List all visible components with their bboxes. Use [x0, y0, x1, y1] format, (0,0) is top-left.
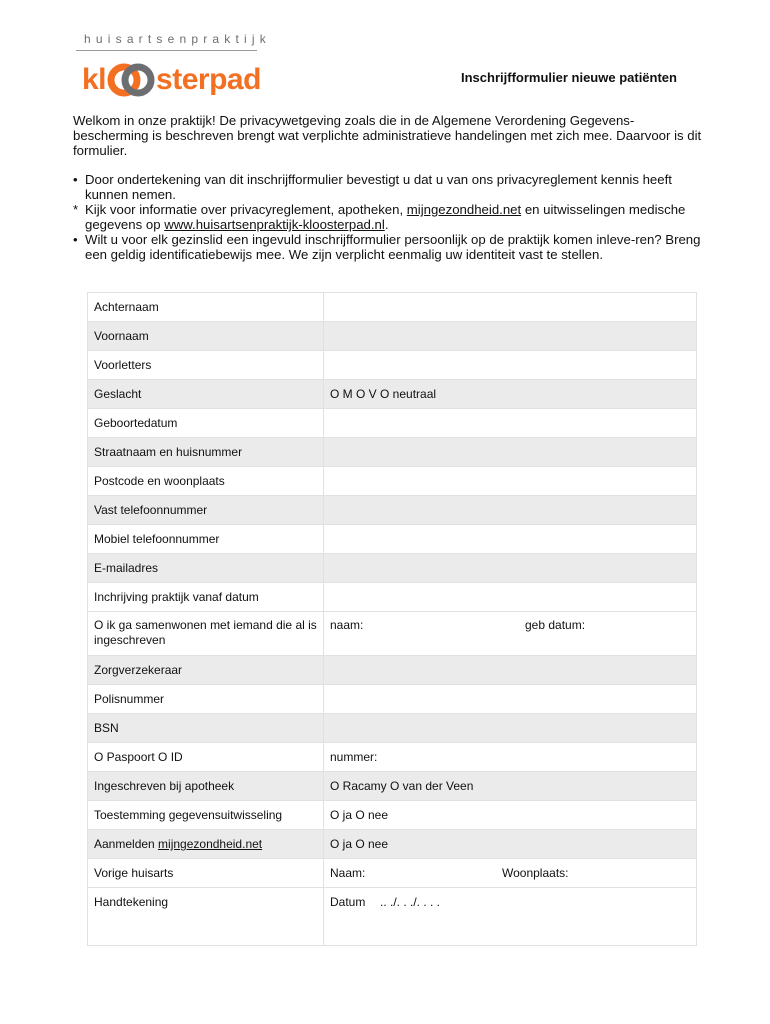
form-row-zorgverzekeraar — [88, 656, 697, 685]
bullet-text: Door ondertekening van dit inschrijfformulier bevestigt u dat u van ons privacyreglement kennis heeft kunnen nemen. — [85, 172, 672, 202]
naam-label: naam: — [330, 618, 364, 632]
form-label: Geslacht — [88, 380, 324, 409]
intro-paragraph: Welkom in onze praktijk! De privacywetgeving zoals die in de Algemene Verordening Gegevens-bescherming is beschreven brengt wat verplichte administratieve handelingen met zich mee. Daarvoor is dit formulier. — [73, 113, 702, 158]
bullet-privacy-consent — [73, 172, 703, 202]
polisnummer-field[interactable] — [324, 685, 697, 714]
form-row-geslacht — [88, 380, 697, 409]
bullet-mark: • — [73, 172, 78, 187]
toestemming-options[interactable]: O ja O nee — [324, 801, 697, 830]
form-label: Achternaam — [88, 293, 324, 322]
form-label: Straatnaam en huisnummer — [88, 438, 324, 467]
form-label: Voorletters — [88, 351, 324, 380]
practice-tagline: huisartsenpraktijk — [84, 32, 271, 46]
handtekening-field[interactable] — [324, 888, 697, 946]
logo-rings-icon — [107, 62, 155, 98]
form-label: Mobiel telefoonnummer — [88, 525, 324, 554]
form-row-voornaam — [88, 322, 697, 351]
form-label: Handtekening — [88, 888, 324, 946]
registration-form-table — [87, 292, 697, 946]
geboortedatum-field[interactable] — [324, 409, 697, 438]
form-row-polisnummer — [88, 685, 697, 714]
zorgverzekeraar-field[interactable] — [324, 656, 697, 685]
logo-text-end: sterpad — [156, 63, 261, 96]
apotheek-options[interactable]: O Racamy O van der Veen — [324, 772, 697, 801]
form-label: Geboortedatum — [88, 409, 324, 438]
form-row-achternaam — [88, 293, 697, 322]
bullet-text: en uitwisselingen medische gegevens op — [85, 202, 686, 232]
form-row-handtekening — [88, 888, 697, 946]
form-row-voorletters — [88, 351, 697, 380]
bullet-mark: • — [73, 232, 78, 247]
form-row-mobiel — [88, 525, 697, 554]
form-label: Voornaam — [88, 322, 324, 351]
form-label — [88, 830, 324, 859]
form-label: Inchrijving praktijk vanaf datum — [88, 583, 324, 612]
postcode-field[interactable] — [324, 467, 697, 496]
id-type-options[interactable]: O Paspoort O ID — [88, 743, 324, 772]
voornaam-field[interactable] — [324, 322, 697, 351]
mobiel-field[interactable] — [324, 525, 697, 554]
samenwonen-fields[interactable] — [324, 612, 697, 656]
form-label: E-mailadres — [88, 554, 324, 583]
bullet-text: Kijk voor informatie over privacyreglement, apotheken, — [85, 202, 407, 217]
form-label: Ingeschreven bij apotheek — [88, 772, 324, 801]
form-row-apotheek — [88, 772, 697, 801]
voorletters-field[interactable] — [324, 351, 697, 380]
form-row-geboortedatum — [88, 409, 697, 438]
straat-field[interactable] — [324, 438, 697, 467]
logo-text-start: kl — [82, 63, 107, 96]
kloosterpad-logo — [82, 60, 261, 100]
bullet-mark: * — [73, 202, 79, 217]
form-row-vast-telefoon — [88, 496, 697, 525]
form-row-toestemming — [88, 801, 697, 830]
geslacht-options[interactable]: O M O V O neutraal — [324, 380, 697, 409]
form-label: Toestemming gegevensuitwisseling — [88, 801, 324, 830]
form-row-mijngezondheid — [88, 830, 697, 859]
geb-datum-label: geb datum: — [525, 618, 586, 632]
form-label: Polisnummer — [88, 685, 324, 714]
woonplaats-label: Woonplaats: — [502, 866, 569, 880]
form-row-bsn — [88, 714, 697, 743]
vorige-huisarts-fields[interactable] — [324, 859, 697, 888]
form-row-inschrijving-datum — [88, 583, 697, 612]
letterhead — [0, 0, 770, 110]
mijngezondheid-link[interactable]: mijngezondheid.net — [406, 202, 522, 217]
form-label: Zorgverzekeraar — [88, 656, 324, 685]
form-label: Postcode en woonplaats — [88, 467, 324, 496]
inschrijving-datum-field[interactable] — [324, 583, 697, 612]
id-nummer-field[interactable]: nummer: — [324, 743, 697, 772]
header-divider — [76, 50, 257, 51]
vast-telefoon-field[interactable] — [324, 496, 697, 525]
info-bullets — [73, 172, 703, 262]
form-row-vorige-huisarts — [88, 859, 697, 888]
form-row-postcode — [88, 467, 697, 496]
naam-label: Naam: — [330, 866, 366, 880]
bullet-text: Wilt u voor elk gezinslid een ingevuld inschrijfformulier persoonlijk op de praktijk komen inleve-ren? Breng een geldig identificatiebewijs mee. We zijn verplicht eenmalig uw identiteit vast te stellen. — [85, 232, 701, 262]
form-label: BSN — [88, 714, 324, 743]
bullet-text: . — [384, 217, 389, 232]
bullet-info-links — [73, 202, 703, 232]
form-row-samenwonen — [88, 612, 697, 656]
practice-website-link[interactable]: www.huisartsenpraktijk-kloosterpad.nl — [164, 217, 385, 232]
form-label[interactable]: O ik ga samenwonen met iemand die al is ingeschreven — [88, 612, 324, 656]
email-field[interactable] — [324, 554, 697, 583]
datum-label: Datum — [330, 895, 366, 909]
mijngezondheid-options[interactable]: O ja O nee — [324, 830, 697, 859]
datum-placeholder: .. ./. . ./. . . . — [380, 895, 441, 909]
achternaam-field[interactable] — [324, 293, 697, 322]
form-row-email — [88, 554, 697, 583]
label-text: Aanmelden — [94, 837, 159, 851]
form-label: Vast telefoonnummer — [88, 496, 324, 525]
bullet-hand-in — [73, 232, 703, 262]
form-label: Vorige huisarts — [88, 859, 324, 888]
bsn-field[interactable] — [324, 714, 697, 743]
form-title: Inschrijfformulier nieuwe patiënten — [461, 70, 677, 85]
form-row-id-document — [88, 743, 697, 772]
mijngezondheid-label-link[interactable]: mijngezondheid.net — [158, 837, 263, 851]
form-row-straat — [88, 438, 697, 467]
